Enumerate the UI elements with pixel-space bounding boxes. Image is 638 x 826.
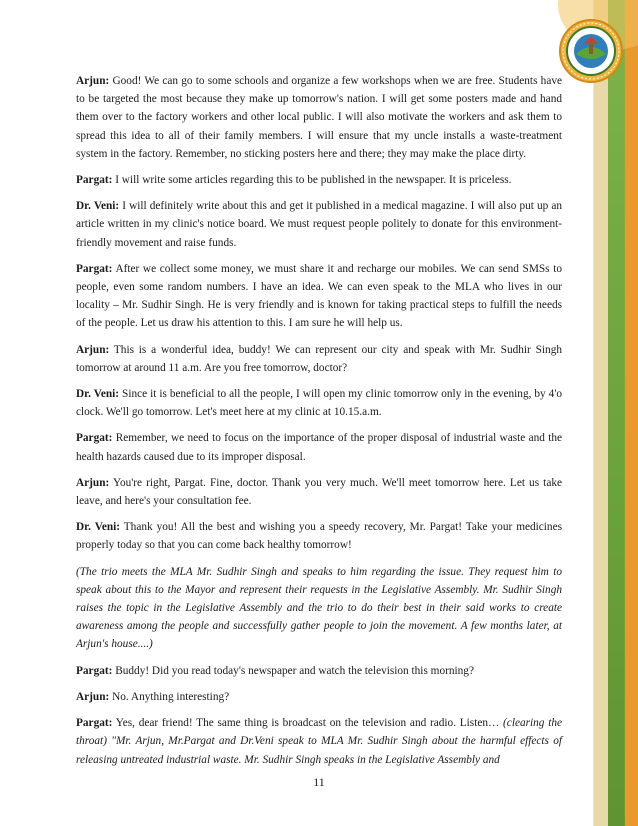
speaker-name: Pargat: <box>76 664 113 677</box>
dialogue-text: No. Anything interesting? <box>112 690 230 703</box>
dialogue-paragraph <box>76 688 562 706</box>
dialogue-paragraph <box>76 385 562 421</box>
dialogue-paragraph <box>76 341 562 377</box>
dialogue-paragraph <box>76 197 562 252</box>
dialogue-paragraph <box>76 72 562 163</box>
speaker-name: Dr. Veni: <box>76 521 121 534</box>
speaker-name: Arjun: <box>76 343 110 356</box>
dialogue-paragraph <box>76 260 562 333</box>
speaker-name: Arjun: <box>76 75 110 87</box>
stage-direction: (The trio meets the MLA Mr. Sudhir Singh and speaks to him regarding the issue. They request him to speak about this to the Mayor and represent their requests in the Legislative Assembly. Mr. Sudhir Singh raises the topic in the Legislative Assembly and the trio to do their best in their said works to create awareness among the people and successfully gather people to join the movement. A few months later, at Arjun's house....) <box>76 565 562 651</box>
dialogue-text: Thank you! All the best and wishing you a speedy recovery, Mr. Pargat! Take your medicines properly today so that you can come back healthy tomorrow! <box>76 521 562 552</box>
speaker-name: Arjun: <box>76 690 110 703</box>
dialogue-text: Buddy! Did you read today's newspaper and watch the television this morning? <box>115 664 474 677</box>
dialogue-text: Since it is beneficial to all the people, I will open my clinic tomorrow only in the evening, by 4'o clock. We'll go tomorrow. Let's meet here at my clinic at 10.15.a.m. <box>76 388 562 419</box>
dialogue-text: This is a wonderful idea, buddy! We can represent our city and speak with Mr. Sudhir Singh tomorrow at around 11 a.m. Are you free tomorrow, doctor? <box>76 343 562 374</box>
speaker-name: Pargat: <box>76 432 113 445</box>
dialogue-text: You're right, Pargat. Fine, doctor. Thank you very much. We'll meet tomorrow here. Let us take leave, and here's your consultation fee. <box>76 476 562 508</box>
dialogue-text: After we collect some money, we must share it and recharge our mobiles. We can send SMSs to people, even some random numbers. I have an idea. We can even speak to the MLA who lives in our locality – Mr. Sudhir Singh. He is very friendly and is known for taking practical steps to fulfill the needs of the people. Let us draw his attention to this. I am sure he will help us. <box>76 262 563 330</box>
dialogue-paragraph <box>76 474 562 510</box>
dialogue-text: I will write some articles regarding this to be published in the newspaper. It is priceless. <box>115 174 512 187</box>
dialogue-paragraph <box>76 171 562 189</box>
page-number: 11 <box>313 775 325 789</box>
dialogue-text: Remember, we need to focus on the importance of the proper disposal of industrial waste and the health hazards caused due to its improper disposal. <box>76 432 562 463</box>
dialogue-text: Yes, dear friend! The same thing is broadcast on the television and radio. Listen… <box>115 717 500 730</box>
inline-stage-direction: (clearing the throat) "Mr. Arjun, Mr.Pargat and Dr.Veni speak to MLA Mr. Sudhir Singh about the harmful effects of releasing untreated industrial waste. Mr. Sudhir Singh speaks in the Legislative Assembly and <box>76 717 562 766</box>
dialogue-text: I will definitely write about this and get it published in a medical magazine. I will also put up an article written in my clinic's notice board. We must request people politely to donate for this environment-friendly movement and raise funds. <box>76 200 563 249</box>
speaker-name: Pargat: <box>76 717 113 730</box>
speaker-name: Pargat: <box>76 174 113 187</box>
speaker-name: Arjun: <box>76 476 110 489</box>
school-seal-icon <box>558 18 624 84</box>
speaker-name: Dr. Veni: <box>76 200 120 213</box>
dialogue-body <box>76 72 562 777</box>
dialogue-paragraph <box>76 714 562 769</box>
dialogue-paragraph <box>76 662 562 680</box>
speaker-name: Pargat: <box>76 262 113 275</box>
speaker-name: Dr. Veni: <box>76 388 120 401</box>
dialogue-text: Good! We can go to some schools and organize a few workshops when we are free. Students have to be targeted the most because they make up tomorrow's nation. I will get some posters made and hand them over to the factory workers and other local public. I will also motivate the workers and ask them to spread this idea to all of their family members. I will ensure that my uncle installs a waste-treatment system in the factory. Remember, no sticking posters here and there; they may make the place dirty. <box>76 75 562 160</box>
dialogue-paragraph <box>76 518 562 554</box>
dialogue-paragraph <box>76 429 562 465</box>
